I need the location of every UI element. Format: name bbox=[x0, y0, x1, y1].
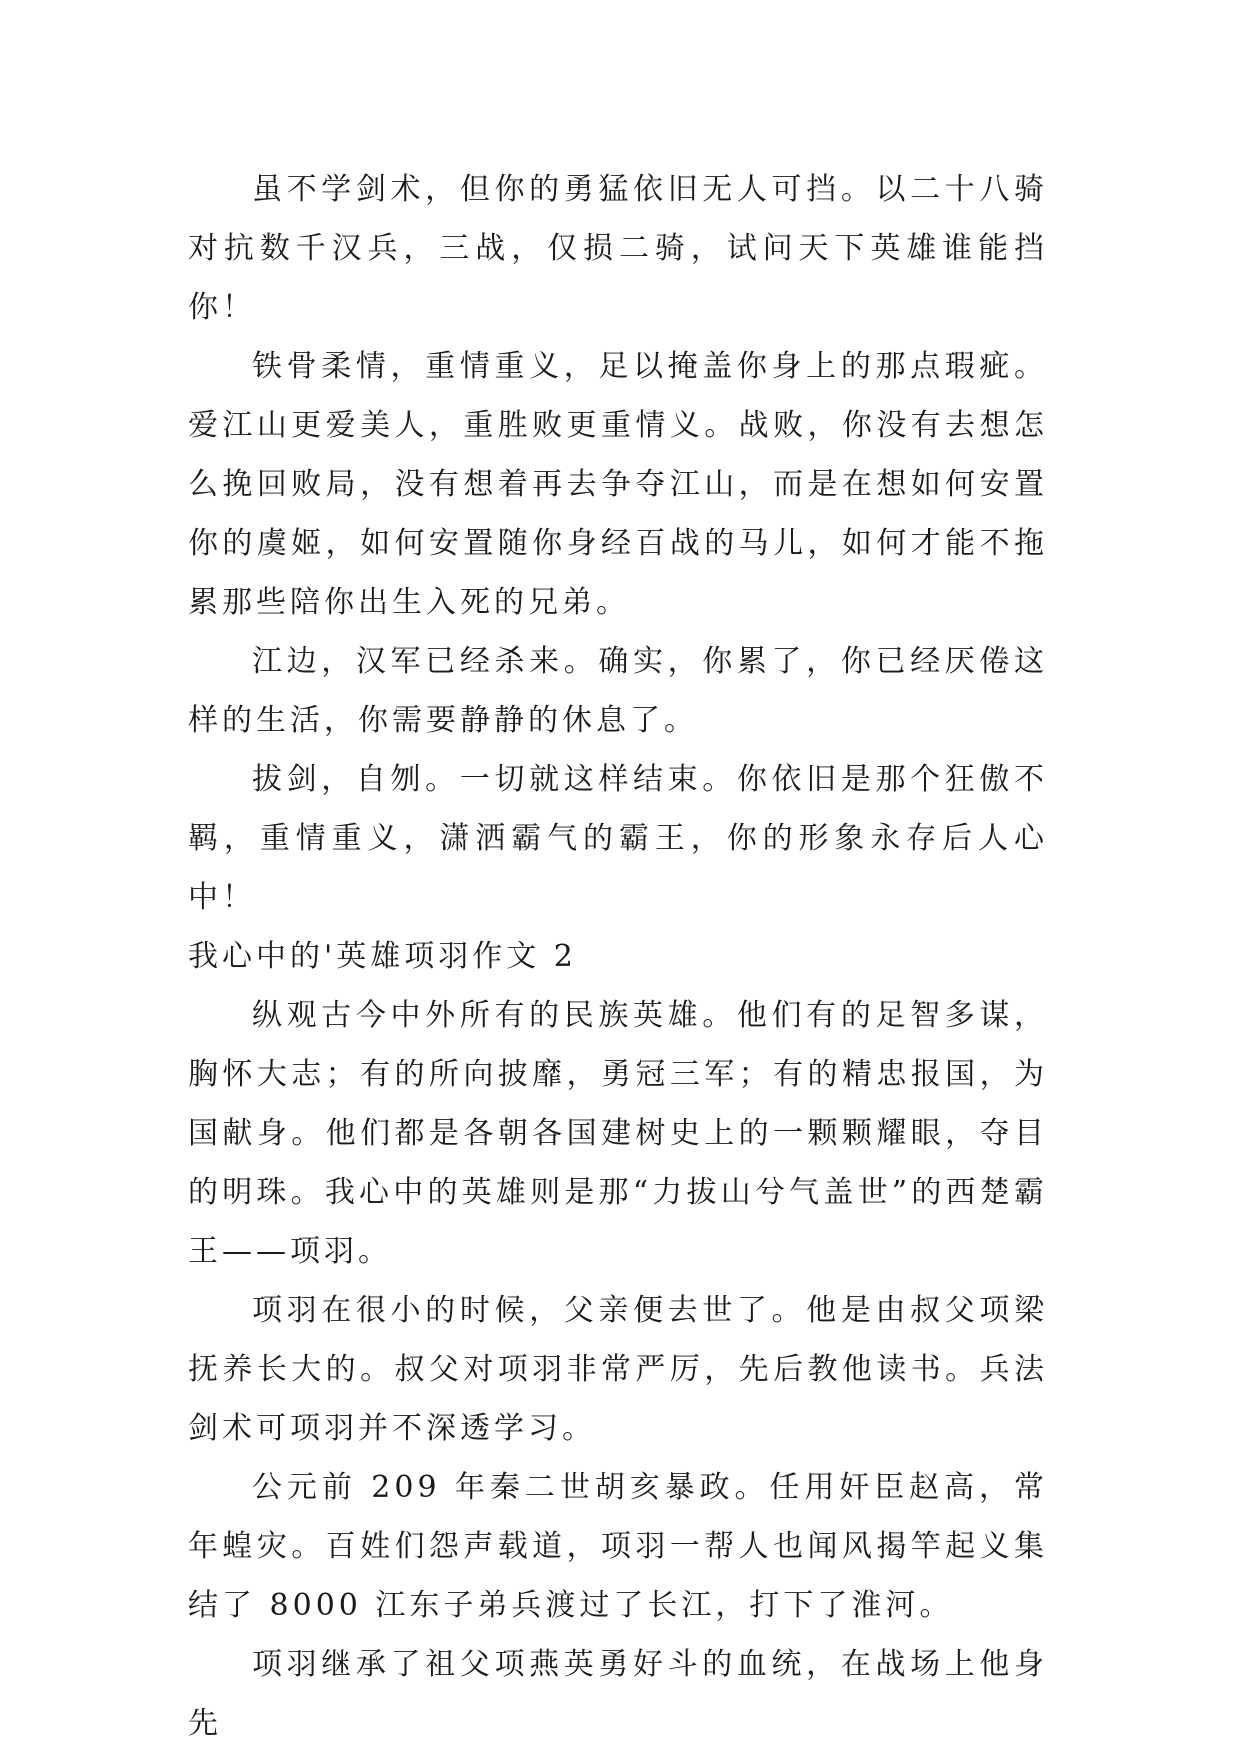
paragraph: 铁骨柔情，重情重义，足以掩盖你身上的那点瑕疵。爱江山更爱美人，重胜败更重情义。战败，你没有去想怎么挽回败局，没有想着再去争夺江山，而是在想如何安置你的虞姬，如何安置随你身经百战的马儿，如何才能不拖累那些陪你出生入死的兄弟。 bbox=[188, 349, 1048, 620]
paragraph: 虽不学剑术，但你的勇猛依旧无人可挡。以二十八骑对抗数千汉兵，三战，仅损二骑，试问天下英雄谁能挡你！ bbox=[188, 172, 1048, 325]
paragraph: 拔剑，自刎。一切就这样结束。你依旧是那个狂傲不羁，重情重义，潇洒霸气的霸王，你的形象永存后人心中！ bbox=[188, 762, 1048, 915]
paragraph: 公元前 209 年秦二世胡亥暴政。任用奸臣赵高，常年蝗灾。百姓们怨声载道，项羽一帮人也闻风揭竿起义集结了 8000 江东子弟兵渡过了长江，打下了淮河。 bbox=[188, 1470, 1048, 1623]
document-body bbox=[188, 160, 1048, 1753]
section-title: 我心中的'英雄项羽作文 2 bbox=[188, 939, 577, 974]
paragraph: 江边，汉军已经杀来。确实，你累了，你已经厌倦这样的生活，你需要静静的休息了。 bbox=[188, 644, 1048, 738]
paragraph: 项羽在很小的时候，父亲便去世了。他是由叔父项梁抚养长大的。叔父对项羽非常严厉，先后教他读书。兵法剑术可项羽并不深透学习。 bbox=[188, 1293, 1048, 1446]
paragraph: 纵观古今中外所有的民族英雄。他们有的足智多谋，胸怀大志；有的所向披靡，勇冠三军；有的精忠报国，为国献身。他们都是各朝各国建树史上的一颗颗耀眼，夺目的明珠。我心中的英雄则是那“力拔山兮气盖世”的西楚霸王——项羽。 bbox=[188, 998, 1048, 1269]
paragraph: 项羽继承了祖父项燕英勇好斗的血统，在战场上他身先 bbox=[188, 1647, 1048, 1741]
